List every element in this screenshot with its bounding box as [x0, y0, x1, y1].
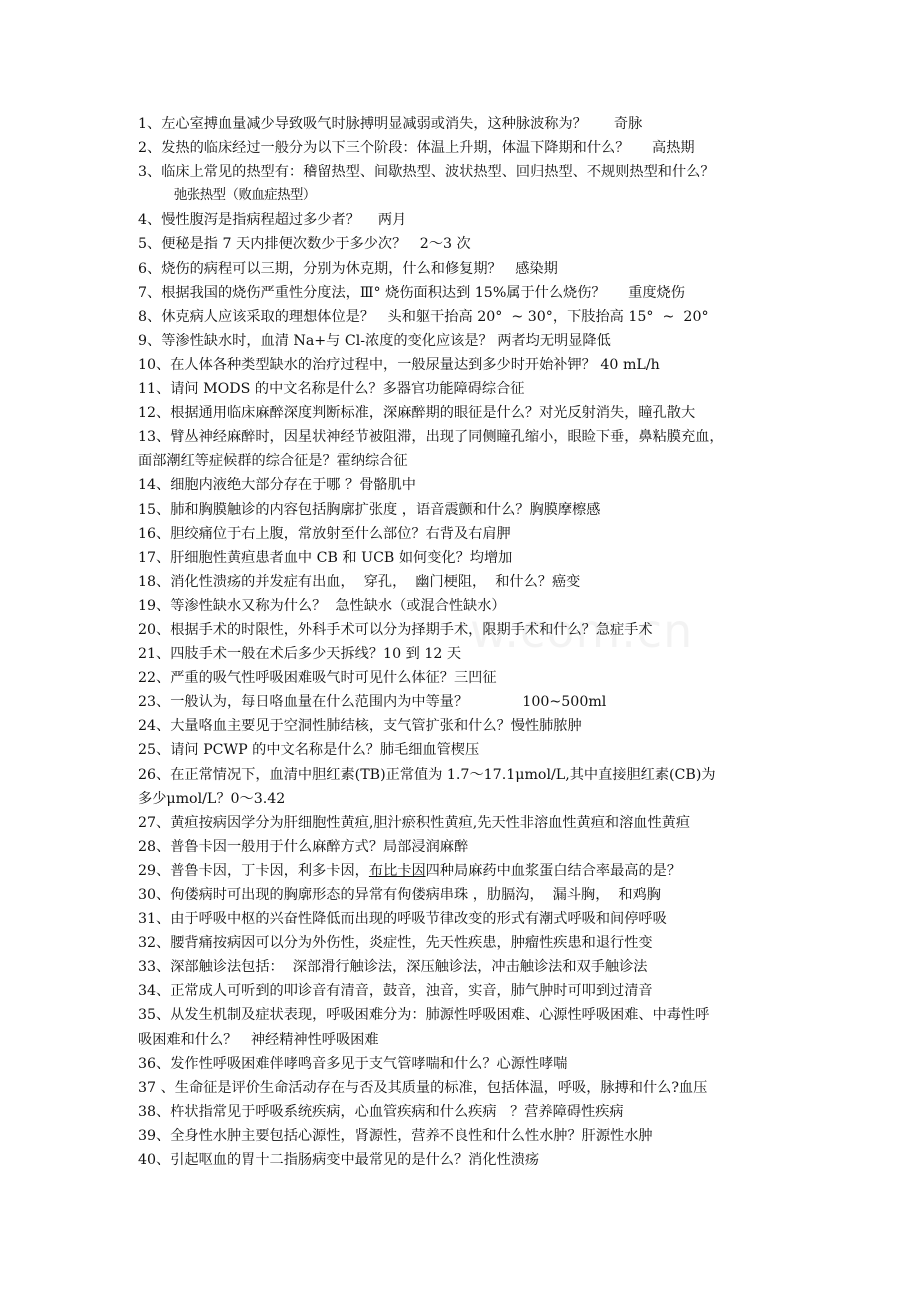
question-line-13-continued: 面部潮红等症候群的综合征是？霍纳综合征	[138, 453, 408, 470]
question-line-26: 26、在正常情况下，血清中胆红素(TB)正常值为 1.7～17.1μmol/L,其中直接胆红素(CB)为	[138, 766, 716, 783]
question-line-21: 21、四肢手术一般在术后多少天拆线？10 到 12 天	[138, 646, 462, 663]
question-line-18: 18、消化性溃疡的并发症有出血， 穿孔， 幽门梗阻， 和什么？癌变	[138, 573, 581, 590]
question-line-2: 2、发热的临床经过一般分为以下三个阶段：体温上升期，体温下降期和什么？ 高热期	[138, 140, 695, 157]
question-line-14: 14、细胞内液绝大部分存在于哪 ？骨骼肌中	[138, 477, 416, 494]
question-line-26-continued: 多少μmol/L？0～3.42	[138, 790, 286, 807]
question-line-3: 3、临床上常见的热型有：稽留热型、间歇热型、波状热型、回归热型、不规则热型和什么？	[138, 164, 715, 181]
question-line-27: 27、黄疸按病因学分为肝细胞性黄疸,胆汁瘀积性黄疸,先天性非溶血性黄疸和溶血性黄疸	[138, 814, 691, 831]
question-line-36: 36、发作性呼吸困难伴哮鸣音多见于支气管哮喘和什么？心源性哮喘	[138, 1055, 568, 1072]
question-line-3-continued: 弛张热型（败血症热型）	[174, 188, 316, 204]
question-line-25: 25、请问 PCWP 的中文名称是什么？肺毛细血管楔压	[138, 742, 480, 759]
question-line-7: 7、根据我国的烧伤严重性分度法，Ⅲ° 烧伤面积达到 15%属于什么烧伤？ 重度烧伤	[138, 284, 685, 301]
question-line-17: 17、肝细胞性黄疸患者血中 CB 和 UCB 如何变化？均增加	[138, 549, 513, 566]
question-line-34: 34、正常成人可听到的叩诊音有清音，鼓音，浊音，实音，肺气肿时可叩到过清音	[138, 983, 653, 1000]
question-line-29	[138, 859, 798, 883]
question-line-32: 32、腰背痛按病因可以分为外伤性，炎症性，先天性疾患，肿瘤性疾患和退行性变	[138, 935, 653, 952]
question-line-28: 28、普鲁卡因一般用于什么麻醉方式？局部浸润麻醉	[138, 838, 469, 855]
question-29-underlined-term: 布比卡因	[368, 862, 426, 879]
question-line-9: 9、等渗性缺水时，血清 Na+与 Cl-浓度的变化应该是？ 两者均无明显降低	[138, 332, 611, 349]
question-line-23: 23、一般认为，每日咯血量在什么范围内为中等量？ 100~500ml	[138, 694, 607, 711]
question-line-33: 33、深部触诊法包括： 深部滑行触诊法，深压触诊法，冲击触诊法和双手触诊法	[138, 959, 648, 976]
question-29-text-end: 四种局麻药中血浆蛋白结合率最高的是？	[425, 862, 682, 879]
question-line-6: 6、烧伤的病程可以三期，分别为休克期，什么和修复期？ 感染期	[138, 260, 558, 277]
question-line-5: 5、便秘是指 7 天内排便次数少于多少次？ 2～3 次	[138, 236, 471, 253]
question-line-13: 13、臂丛神经麻醉时，因星状神经节被阻滞，出现了同侧瞳孔缩小，眼睑下垂，鼻粘膜充血，	[138, 429, 724, 446]
question-29-text-start: 29、普鲁卡因，丁卡因，利多卡因，	[138, 862, 369, 879]
question-line-19: 19、等渗性缺水又称为什么？ 急性缺水（或混合性缺水）	[138, 597, 506, 614]
question-line-39: 39、全身性水肿主要包括心源性，肾源性，营养不良性和什么性水肿？肝源性水肿	[138, 1127, 653, 1144]
question-line-37: 37 、生命征是评价生命活动存在与否及其质量的标准，包括体温，呼吸，脉搏和什么?血压	[138, 1079, 708, 1096]
question-line-4: 4、慢性腹泻是指病程超过多少者？ 两月	[138, 212, 407, 229]
question-line-31: 31、由于呼吸中枢的兴奋性降低而出现的呼吸节律改变的形式有潮式呼吸和间停呼吸	[138, 911, 667, 928]
question-line-22: 22、严重的吸气性呼吸困难吸气时可见什么体征？三凹征	[138, 670, 497, 687]
document-body	[138, 112, 798, 1172]
question-line-16: 16、胆绞痛位于右上腹，常放射至什么部位？右背及右肩胛	[138, 525, 511, 542]
question-line-40: 40、引起呕血的胃十二指肠病变中最常见的是什么？消化性溃疡	[138, 1152, 540, 1169]
question-line-8: 8、休克病人应该采取的理想体位是？ 头和躯干抬高 20° ~ 30°，下肢抬高 15° ~ 20°	[138, 308, 709, 325]
question-line-35: 35、从发生机制及症状表现，呼吸困难分为：肺源性呼吸困难、心源性呼吸困难、中毒性呼	[138, 1007, 710, 1024]
question-line-12: 12、根据通用临床麻醉深度判断标准，深麻醉期的眼征是什么？对光反射消失，瞳孔散大	[138, 405, 696, 422]
question-line-1: 1、左心室搏血量减少导致吸气时脉搏明显减弱或消失，这种脉波称为？ 奇脉	[138, 116, 643, 132]
question-line-20: 20、根据手术的时限性，外科手术可以分为择期手术，限期手术和什么？急症手术	[138, 621, 653, 638]
question-line-35-continued: 吸困难和什么？ 神经精神性呼吸困难	[138, 1031, 379, 1048]
question-line-11: 11、请问 MODS 的中文名称是什么？多器官功能障碍综合征	[138, 381, 525, 398]
question-line-10: 10、在人体各种类型缺水的治疗过程中，一般尿量达到多少时开始补钾？ 40 mL/h	[138, 356, 660, 373]
question-line-15: 15、肺和胸膜触诊的内容包括胸廓扩张度 ，语音震颤和什么？胸膜摩檫感	[138, 501, 601, 518]
question-line-24: 24、大量咯血主要见于空洞性肺结核，支气管扩张和什么？慢性肺脓肿	[138, 718, 582, 735]
question-line-30: 30、佝偻病时可出现的胸廓形态的异常有佝偻病串珠 ，肋膈沟， 漏斗胸， 和鸡胸	[138, 887, 661, 903]
question-line-38: 38、杵状指常见于呼吸系统疾病，心血管疾病和什么疾病 ？营养障碍性疾病	[138, 1103, 624, 1120]
